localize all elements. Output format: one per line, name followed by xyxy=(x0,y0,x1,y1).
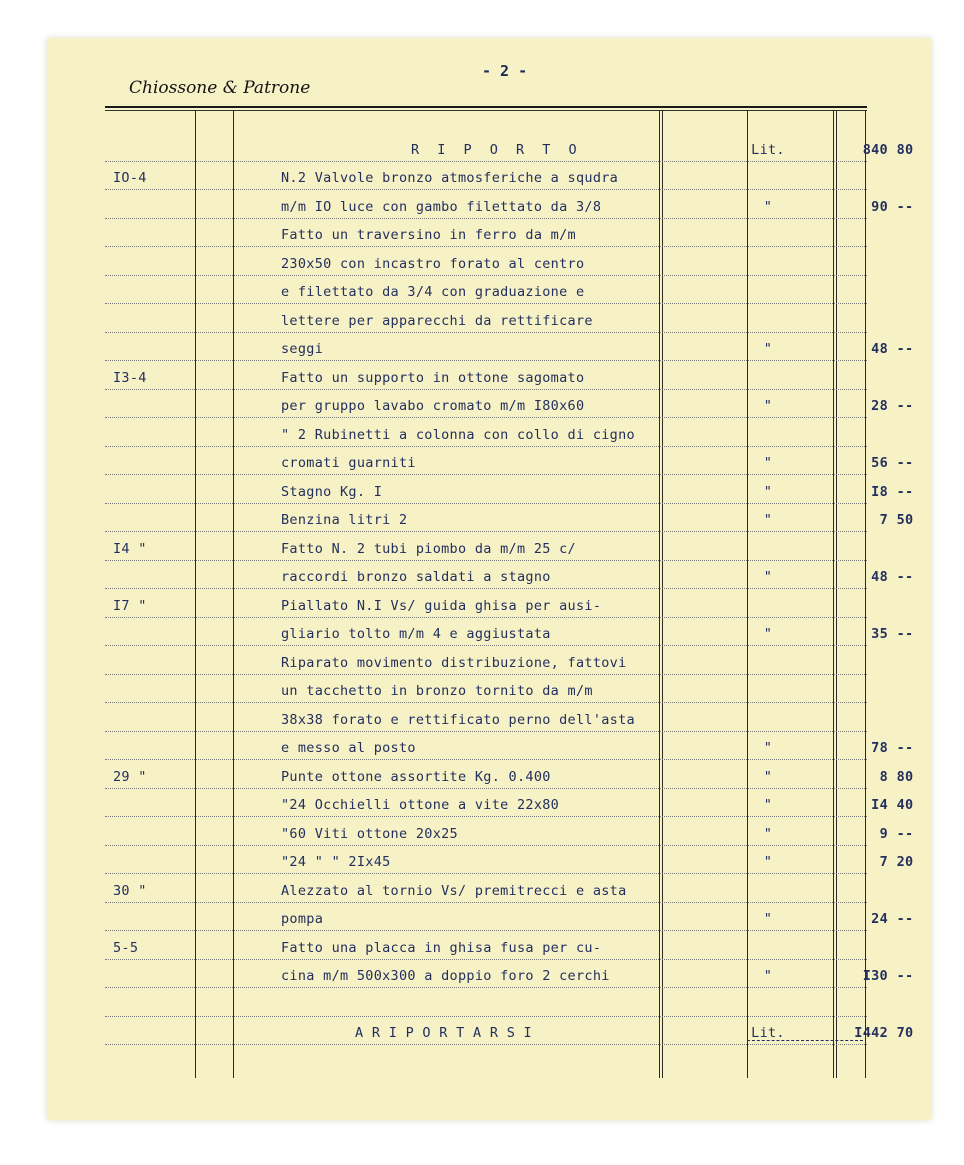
ledger-row xyxy=(105,959,914,989)
row-lire: 7 xyxy=(879,512,888,528)
row-lire: 35 xyxy=(871,626,888,642)
row-description: Alezzato al tornio Vs/ premitrecci e asta xyxy=(281,882,627,899)
ledger-row xyxy=(105,674,867,704)
row-centesimi: -- xyxy=(896,569,914,585)
row-description: "24 Occhielli ottone a vite 22x80 xyxy=(281,797,560,813)
ledger-row xyxy=(105,332,914,362)
row-description: " 2 Rubinetti a colonna con collo di cigno xyxy=(281,426,635,443)
row-lire: 78 xyxy=(871,740,888,756)
ledger-row xyxy=(105,617,914,647)
row-description: Riparato movimento distribuzione, fattovi xyxy=(281,654,627,671)
row-description: cina m/m 500x300 a doppio foro 2 cerchi xyxy=(281,968,610,984)
row-lire: I4 xyxy=(871,797,888,813)
row-description: lettere per apparecchi da rettificare xyxy=(281,312,593,329)
row-description: gliario tolto m/m 4 e aggiustata xyxy=(281,626,551,642)
row-description: e messo al posto xyxy=(281,740,416,756)
ledger-row xyxy=(105,759,914,789)
ledger-row xyxy=(105,731,914,761)
ledger-row xyxy=(105,788,914,818)
ledger-row xyxy=(105,845,914,875)
row-unit: " xyxy=(763,797,773,813)
row-description: 38x38 forato e rettificato perno dell'asta xyxy=(281,711,635,728)
row-date: I4 " xyxy=(113,540,147,557)
row-description: 230x50 con incastro forato al centro xyxy=(281,255,585,272)
row-description: cromati guarniti xyxy=(281,455,416,471)
ledger-row xyxy=(105,132,914,162)
ledger-row xyxy=(105,873,867,903)
row-date: IO-4 xyxy=(113,170,147,186)
row-description: Benzina litri 2 xyxy=(281,512,408,528)
row-date: I3-4 xyxy=(113,369,147,386)
row-unit: Lit. xyxy=(751,141,785,158)
row-lire: 8 xyxy=(879,768,888,785)
row-description: Piallato N.I Vs/ guida ghisa per ausi- xyxy=(281,597,602,614)
row-unit: " xyxy=(763,854,773,870)
row-description: Fatto un supporto in ottone sagomato xyxy=(281,369,585,386)
row-description: pompa xyxy=(281,911,324,927)
row-unit: " xyxy=(763,341,773,357)
ledger-row xyxy=(105,218,867,248)
row-description: Punte ottone assortite Kg. 0.400 xyxy=(281,768,551,785)
row-description: un tacchetto in bronzo tornito da m/m xyxy=(281,683,593,699)
ledger-row xyxy=(105,474,914,504)
row-lire: 840 xyxy=(862,141,888,158)
row-unit: " xyxy=(763,911,773,927)
firm-name: Chiossone & Patrone xyxy=(129,78,311,98)
row-date: I7 " xyxy=(113,597,147,614)
row-description: "24 " " 2Ix45 xyxy=(281,854,391,870)
row-date: 29 " xyxy=(113,768,147,785)
row-lire: 48 xyxy=(871,569,888,585)
row-unit: " xyxy=(763,398,773,414)
ledger-row xyxy=(105,588,867,618)
row-centesimi: -- xyxy=(896,968,914,984)
ledger-row xyxy=(105,360,867,390)
ledger-row xyxy=(105,645,867,675)
row-centesimi: 80 xyxy=(896,768,914,785)
row-description: Stagno Kg. I xyxy=(281,483,383,500)
ledger-row xyxy=(105,417,867,447)
row-description: Fatto una placca in ghisa fusa per cu- xyxy=(281,939,602,956)
row-unit: Lit. xyxy=(751,1025,785,1041)
row-centesimi: 70 xyxy=(896,1025,914,1041)
row-lire: I8 xyxy=(871,483,888,500)
row-unit: " xyxy=(763,626,773,642)
row-unit: " xyxy=(763,825,773,842)
ledger-row xyxy=(105,303,867,333)
row-centesimi: -- xyxy=(896,341,914,357)
row-unit: " xyxy=(763,483,773,500)
row-lire: 28 xyxy=(871,398,888,414)
row-description: Fatto N. 2 tubi piombo da m/m 25 c/ xyxy=(281,540,576,557)
row-date: 30 " xyxy=(113,882,147,899)
ledger-row xyxy=(105,189,914,219)
ledger-row xyxy=(105,902,914,932)
row-centesimi: -- xyxy=(896,911,914,927)
row-unit: " xyxy=(763,198,773,215)
row-description: e filettato da 3/4 con graduazione e xyxy=(281,284,585,300)
row-centesimi: 50 xyxy=(896,512,914,528)
row-centesimi: -- xyxy=(896,740,914,756)
row-lire: 48 xyxy=(871,341,888,357)
ledger-row xyxy=(105,389,914,419)
ledger-sheet xyxy=(47,38,931,1120)
row-unit: " xyxy=(763,768,773,785)
ledger-row xyxy=(105,930,867,960)
total-underline xyxy=(747,1040,863,1041)
row-lire: 7 xyxy=(879,854,888,870)
row-description: Fatto un traversino in ferro da m/m xyxy=(281,227,576,243)
row-centesimi: 40 xyxy=(896,797,914,813)
ledger-row xyxy=(105,531,867,561)
row-centesimi: -- xyxy=(896,198,914,215)
row-centesimi: -- xyxy=(896,825,914,842)
row-centesimi: -- xyxy=(896,626,914,642)
row-date: 5-5 xyxy=(113,939,139,956)
row-centesimi: -- xyxy=(896,483,914,500)
row-unit: " xyxy=(763,740,773,756)
ledger-row xyxy=(105,446,914,476)
row-lire: 90 xyxy=(871,198,888,215)
ledger-row xyxy=(105,275,867,305)
row-description: seggi xyxy=(281,341,324,357)
row-description: m/m IO luce con gambo filettato da 3/8 xyxy=(281,198,602,215)
row-centesimi: 80 xyxy=(896,141,914,158)
row-unit: " xyxy=(763,455,773,471)
ledger-row xyxy=(105,503,914,533)
row-description: per gruppo lavabo cromato m/m I80x60 xyxy=(281,398,585,414)
row-lire: 9 xyxy=(879,825,888,842)
ledger-row xyxy=(105,246,867,276)
ledger-row xyxy=(105,987,867,1017)
row-unit: " xyxy=(763,968,773,984)
row-lire: 56 xyxy=(871,455,888,471)
row-lire: 24 xyxy=(871,911,888,927)
header-rule-thin xyxy=(105,110,867,111)
row-centesimi: -- xyxy=(896,455,914,471)
row-centesimi: -- xyxy=(896,398,914,414)
row-description: A R I P O R T A R S I xyxy=(355,1025,532,1041)
row-description: "60 Viti ottone 20x25 xyxy=(281,825,458,842)
row-description: R I P O R T O xyxy=(411,141,582,158)
ledger-row xyxy=(105,560,914,590)
ledger-row xyxy=(105,816,914,846)
row-lire: I30 xyxy=(862,968,888,984)
page-number: - 2 - xyxy=(482,62,528,80)
ledger-row xyxy=(105,161,867,191)
row-lire: I442 xyxy=(854,1025,888,1041)
header-rule xyxy=(105,106,867,108)
row-description: N.2 Valvole bronzo atmosferiche a squdra xyxy=(281,170,619,186)
row-unit: " xyxy=(763,512,773,528)
row-unit: " xyxy=(763,569,773,585)
row-description: raccordi bronzo saldati a stagno xyxy=(281,569,551,585)
row-centesimi: 20 xyxy=(896,854,914,870)
ledger-row xyxy=(105,702,867,732)
